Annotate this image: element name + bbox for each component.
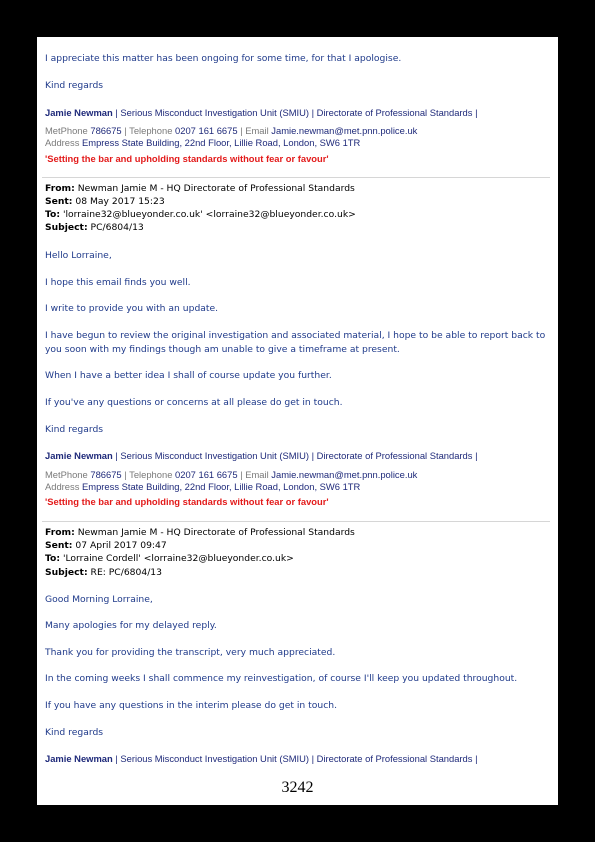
address-value: Empress State Building, 22nd Floor, Lillie Road, London, SW6 1TR	[82, 137, 361, 148]
signature-name: Jamie Newman	[45, 450, 113, 461]
email-paragraph: I have begun to review the original investigation and associated material, I hope to be able to report back to	[45, 330, 546, 341]
signature-contact: MetPhone 786675 | Telephone 0207 161 6675 | Email Jamie.newman@met.pnn.police.uk	[45, 469, 418, 480]
signature-name: Jamie Newman	[45, 107, 113, 118]
signature-motto: 'Setting the bar and upholding standards without fear or favour'	[45, 153, 329, 164]
signature-unit: | Serious Misconduct Investigation Unit (SMIU) | Directorate of Professional Standards |	[112, 107, 478, 118]
email-label: | Email	[240, 125, 269, 136]
email-greeting: Hello Lorraine,	[45, 250, 112, 261]
signature-name: Jamie Newman	[45, 753, 113, 764]
email-link[interactable]: Jamie.newman@met.pnn.police.uk	[271, 125, 418, 136]
signature-line	[45, 753, 478, 765]
metphone-value: 786675	[90, 125, 122, 136]
signature-line	[45, 450, 478, 462]
email-sent: Sent: 07 April 2017 09:47	[45, 540, 167, 551]
email-to: To: 'Lorraine Cordell' <lorraine32@blueyonder.co.uk>	[45, 553, 294, 564]
email-paragraph: Thank you for providing the transcript, very much appreciated.	[45, 647, 336, 658]
email-sent: Sent: 08 May 2017 15:23	[45, 196, 165, 207]
email-paragraph: If you've any questions or concerns at all please do get in touch.	[45, 397, 343, 408]
email-subject: Subject: PC/6804/13	[45, 222, 144, 233]
email-paragraph: When I have a better idea I shall of course update you further.	[45, 370, 332, 381]
email-from: From: Newman Jamie M - HQ Directorate of Professional Standards	[45, 183, 355, 194]
metphone-label: MetPhone	[45, 125, 88, 136]
email-paragraph: In the coming weeks I shall commence my reinvestigation, of course I'll keep you updated throughout.	[45, 673, 518, 684]
signature-unit: | Serious Misconduct Investigation Unit (SMIU) | Directorate of Professional Standards |	[112, 450, 478, 461]
email-paragraph: If you have any questions in the interim please do get in touch.	[45, 700, 338, 711]
kind-regards: Kind regards	[45, 727, 104, 738]
signature-address: Address Empress State Building, 22nd Floor, Lillie Road, London, SW6 1TR	[45, 481, 361, 492]
email-subject: Subject: RE: PC/6804/13	[45, 567, 162, 578]
email-link[interactable]: Jamie.newman@met.pnn.police.uk	[271, 469, 418, 480]
email-paragraph: you soon with my findings though am unable to give a timeframe at present.	[45, 344, 400, 355]
page-number: 3242	[281, 779, 314, 796]
email-to: To: 'lorraine32@blueyonder.co.uk' <lorraine32@blueyonder.co.uk>	[45, 209, 356, 220]
kind-regards: Kind regards	[45, 424, 104, 435]
email-greeting: Good Morning Lorraine,	[45, 594, 153, 605]
telephone-value: 0207 161 6675	[175, 125, 238, 136]
apology-text: I appreciate this matter has been ongoing for some time, for that I apologise.	[45, 53, 402, 64]
address-label: Address	[45, 137, 80, 148]
divider	[42, 521, 550, 522]
document-page	[37, 37, 558, 805]
signature-unit: | Serious Misconduct Investigation Unit (SMIU) | Directorate of Professional Standards |	[112, 753, 478, 764]
email-paragraph: Many apologies for my delayed reply.	[45, 620, 217, 631]
signature-address	[45, 137, 360, 149]
email-paragraph: I write to provide you with an update.	[45, 303, 219, 314]
telephone-label: | Telephone	[124, 125, 173, 136]
email-paragraph: I hope this email finds you well.	[45, 277, 191, 288]
signature-line	[45, 107, 478, 119]
email-from: From: Newman Jamie M - HQ Directorate of Professional Standards	[45, 527, 355, 538]
kind-regards: Kind regards	[45, 80, 104, 91]
signature-contact	[45, 125, 417, 137]
signature-motto: 'Setting the bar and upholding standards without fear or favour'	[45, 496, 329, 507]
divider	[42, 177, 550, 178]
